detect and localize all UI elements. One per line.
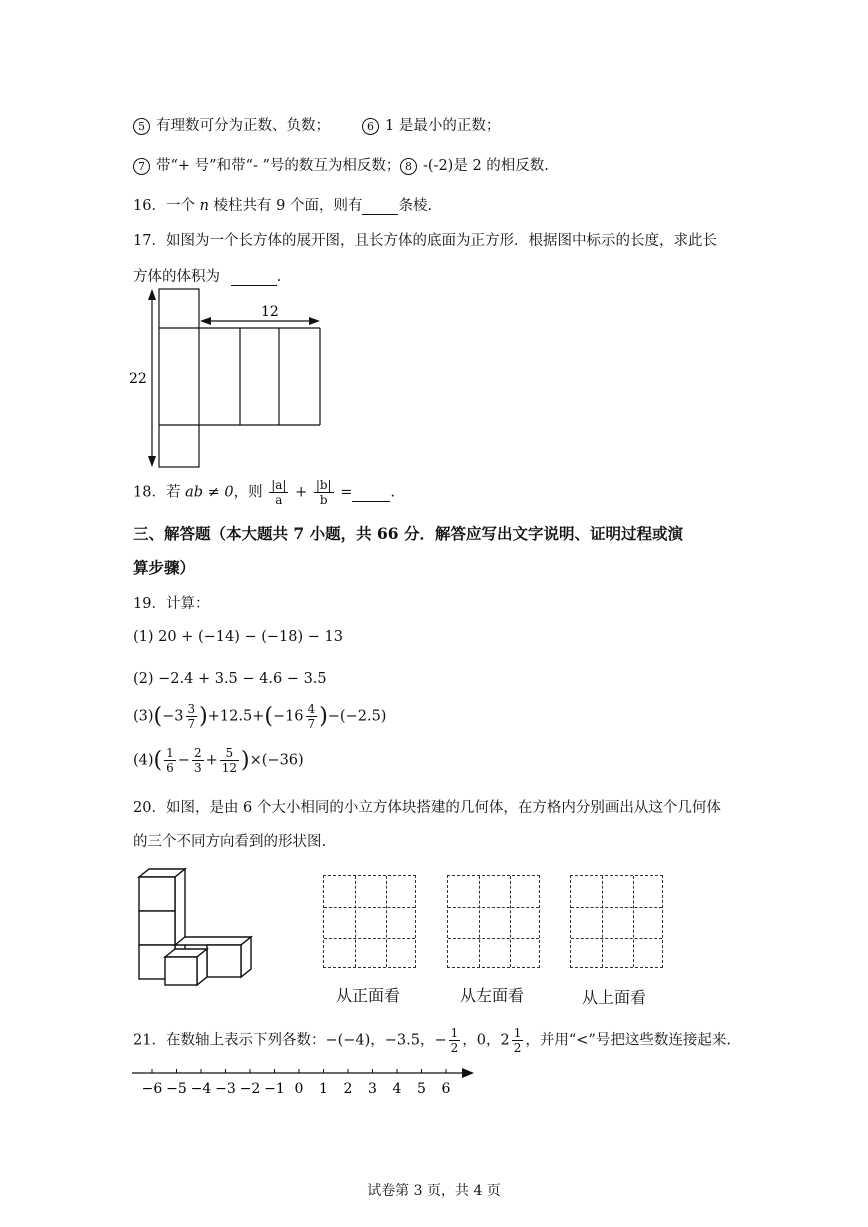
q19-p3-frac-b [306,702,318,731]
q21-text: 21．在数轴上表示下列各数：−(−4)，−3.5，− $\frac{1}{2}$ ，0，2 $\frac{1}{2}$ ，并用“<”号把这些数连接起来. [133,1026,731,1055]
q19-p4-f1d: 6 [166,761,174,775]
height-arrow-down [148,456,156,467]
front-view-grid[interactable] [323,875,416,968]
q19-part4: (4)( $\frac{1}{6}$ − $\frac{2}{3}$ + $\frac{5}{12}$ )×(−36) [133,746,304,775]
caption-left-view: 从左面看 [460,986,525,1005]
q19-p3-end: −(−2.5) [327,708,387,725]
q19-p3-label: (3) [133,708,154,725]
circled-number-6: 6 [362,118,379,135]
q18-plus: + [295,484,308,501]
circled-number-8: 8 [400,158,417,175]
number-line-arrow [462,1068,474,1078]
q18-label: 18．若 [133,484,181,501]
q19-p4-f2n: 2 [193,746,202,760]
cuboid-net-figure [126,285,331,471]
left-view-grid[interactable] [447,875,540,968]
q21-mixed-frac [512,1026,524,1055]
q15-item6 [362,114,500,135]
q17-line2-end: . [276,269,282,285]
q19-p4-frac1 [164,746,176,775]
number-line-tick-label: 5 [417,1081,426,1097]
grid-line [602,876,603,967]
q19-p4-end: ×(−36) [249,752,304,769]
grid-line [448,938,539,939]
q21-m-den: 2 [513,1041,522,1055]
q18-condition: ab ≠ 0 [185,484,234,501]
net-vertical-strip [159,289,199,467]
q19-p3-a-den: 7 [187,717,196,731]
q15-item5 [133,114,330,135]
number-line-tick-label: −3 [215,1081,236,1097]
q19-p3-paren-open: ( [153,704,163,729]
q19-p3-a: −3 [162,708,184,725]
number-line-tick-label: 6 [441,1081,451,1097]
q21-neg-half [449,1026,461,1055]
q19-part3 [133,702,386,731]
q19-p3-paren-close-2: ) [319,704,328,729]
q19-p3-paren-close: ) [199,704,208,729]
q21-m-num: 1 [513,1026,522,1040]
number-line-tick-label: 4 [392,1081,402,1097]
q19-p4-f2d: 3 [193,761,202,775]
grid-line [324,938,415,939]
q18-equals: = [340,484,353,501]
q15-item8-expr: -(-2) [423,158,454,174]
q16 [133,194,432,215]
number-line-tick-label: 0 [294,1081,304,1097]
q17-line2-text: 方体的体积为 [133,269,220,285]
cube-stack-figure [135,865,260,990]
q15-item6-text: 1 是最小的正数； [385,118,501,134]
q18-fraction-a [269,478,288,507]
q19-p3-b-num: 4 [307,702,316,716]
height-label: 22 [129,371,147,387]
q19-p4-paren-open: ( [153,748,163,773]
q16-label: 16．一个 [133,198,195,214]
q19-p3-paren-open-2: ( [264,704,273,729]
caption-top-view: 从上面看 [582,988,647,1007]
page-footer: 试卷第 3 页，共 4 页 [367,1183,501,1199]
q19-p3-mid: +12.5+ [207,708,265,725]
q21-text-b: ，0，2 [462,1032,510,1049]
q19-p4-frac3 [220,746,239,775]
q17-line2 [133,265,281,286]
number-line-tick-label: 2 [343,1081,353,1097]
q18-f2-den: b [319,493,328,507]
q19-p3-b-den: 7 [307,717,316,731]
q16-text-b: 条棱. [398,198,433,214]
q19-p4-f3n: 5 [220,746,239,761]
q19-p3-a-num: 3 [187,702,196,716]
top-view-grid[interactable] [570,875,663,968]
circled-number-7: 7 [133,158,150,175]
number-line-tick-label: −6 [141,1081,163,1097]
q15-item7-text: 带“+ 号”和带“- ”号的数互为相反数； [156,158,401,174]
q19-p4-label: (4) [133,752,154,769]
number-line-tick-label: −5 [166,1081,187,1097]
q21-text-a: 21．在数轴上表示下列各数：−(−4)，−3.5， [133,1032,435,1049]
q18-then: ，则 [233,484,263,501]
grid-line [510,876,511,967]
q18 [133,478,395,507]
q16-answer-blank[interactable] [362,198,398,215]
grid-line [386,876,387,967]
section3-heading-line2: 算步骤） [133,558,196,577]
q18-f1-num: |a| [271,478,287,492]
q19-p4-f3d: 12 [221,761,238,775]
number-line[interactable] [128,1064,478,1100]
q21-f-den: 2 [450,1041,459,1055]
number-line-tick-label: 3 [368,1081,377,1097]
grid-line [571,938,662,939]
q15-item8-text: 是 2 的相反数. [453,158,549,174]
number-line-tick-label: −1 [264,1081,285,1097]
q17-answer-blank[interactable] [231,269,277,286]
caption-front-view: 从正面看 [336,986,401,1005]
grid-line [571,907,662,908]
q19-p4-paren-close: ) [241,748,250,773]
q19-part2: (2) −2.4 + 3.5 − 4.6 − 3.5 [133,671,327,687]
grid-line [355,876,356,967]
q15-item5-text: 有理数可分为正数、负数； [156,118,330,134]
q19-part1: (1) 20 + (−14) − (−18) − 13 [133,629,343,645]
q20-line2: 的三个不同方向看到的形状图. [133,834,327,850]
grid-line [479,876,480,967]
q15-item7 [133,154,400,175]
q18-answer-blank[interactable] [352,485,390,502]
q21-text-c: ，并用“<”号把这些数连接起来. [525,1032,731,1049]
number-line-tick-label: −2 [239,1081,261,1097]
number-line-tick-label: −4 [190,1081,212,1097]
q19-title: 19．计算： [133,596,210,612]
q15-item8 [400,154,549,175]
q18-f1-den: a [275,493,283,507]
q18-fraction-b [314,478,334,507]
q19-p4-frac2 [192,746,204,775]
width-arrow-left [200,317,211,325]
q19-p4-f1n: 1 [166,746,174,760]
number-line-tick-label: 1 [319,1081,328,1097]
width-arrow-right [309,317,320,325]
q19-p3-b: −16 [272,708,304,725]
width-label: 12 [261,304,279,320]
grid-line [448,907,539,908]
grid-line [633,876,634,967]
q16-var: n [199,198,209,214]
q17-line1: 17．如图为一个长方体的展开图，且长方体的底面为正方形．根据图中标示的长度，求此长 [133,233,717,249]
height-arrow-up [148,289,156,300]
q20-line1: 20．如图，是由 6 个大小相同的小立方体块搭建的几何体，在方格内分别画出从这个几何体 [133,800,721,816]
grid-line [324,907,415,908]
section3-heading-line1: 三、解答题（本大题共 7 小题，共 66 分．解答应写出文字说明、证明过程或演 [133,524,683,543]
q16-text-a: 棱柱共有 9 个面，则有 [213,198,363,214]
q18-f2-num: |b| [315,478,332,492]
q21-f-num: 1 [450,1026,459,1040]
q18-end: . [390,484,395,501]
q19-p3-frac-a [186,702,198,731]
circled-number-5: 5 [133,118,150,135]
